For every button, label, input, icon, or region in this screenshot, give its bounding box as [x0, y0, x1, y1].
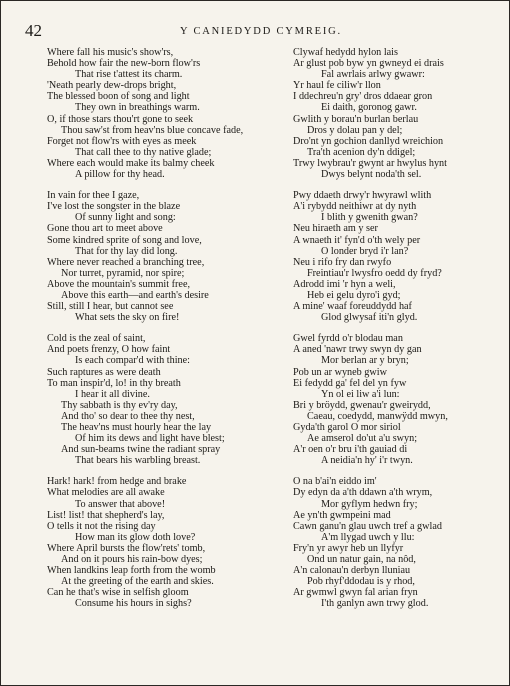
verse-line: I hear it all divine.: [75, 388, 150, 400]
verse-line: A pillow for thy head.: [75, 169, 165, 181]
verse-line: A mine' waaf foreuddydd haf: [293, 301, 412, 313]
verse-line: Behold how fair the new-born flow'rs: [47, 58, 201, 70]
verse-line: Yn ol ei liw a'i lun:: [321, 388, 400, 400]
verse-line: Mor berlan ar y bryn;: [321, 355, 409, 367]
verse-line: Can he that's wise in selfish gloom: [47, 587, 189, 599]
verse-line: And poets frenzy, O how faint: [47, 344, 171, 356]
verse-line: A wnaeth it' fyn'd o'th wely per: [293, 234, 421, 246]
verse-line: Dros y dolau pan y del;: [307, 124, 403, 136]
stanza: [293, 333, 499, 466]
verse-line: Dy edyn da a'th ddawn a'th wrym,: [293, 487, 433, 499]
verse-line: Pob rhyf'ddodau is y rhod,: [307, 576, 415, 588]
verse-line: Freintiau'r lwysfro oedd dy fryd?: [307, 267, 442, 279]
running-title: Y CANIEDYDD CYMREIG.: [180, 26, 342, 37]
verse-line: Still, still I hear, but cannot see: [47, 301, 174, 313]
verse-line: At the greeting of the earth and skies.: [61, 576, 214, 588]
stanza: [47, 333, 265, 466]
stanza: [293, 190, 499, 323]
verse-line: Is each compar'd with thine:: [75, 355, 190, 367]
verse-line: Of him its dews and light have blest;: [75, 433, 225, 445]
verse-line: Pwy ddaeth drwy'r hwyrawl wlith: [293, 190, 432, 202]
verse-line: Heb ei gelu dyro'i gyd;: [307, 289, 401, 301]
verse-line: Caeau, coedydd, manwÿdd mwyn,: [307, 410, 448, 422]
verse-line: Pob un ar wyneb gwiw: [293, 366, 387, 378]
page-number: 42: [25, 21, 42, 40]
verse-line: Fry'n yr awyr heb un llyfyr: [293, 542, 404, 554]
verse-line: And on it pours his rain-bow dyes;: [61, 554, 203, 566]
english-poem-column: [47, 47, 265, 620]
verse-line: Adrodd imi 'r hyn a weli,: [293, 278, 396, 290]
verse-line: Hark! hark! from hedge and brake: [47, 476, 187, 488]
verse-line: I ddechreu'n gry' dros ddaear gron: [293, 91, 433, 103]
verse-line: What melodies are all awake: [47, 487, 165, 499]
welsh-poem-column: [293, 47, 499, 620]
verse-line: Above the mountain's summit free,: [47, 278, 191, 290]
verse-line: List! list! that shepherd's lay,: [47, 509, 165, 521]
verse-line: Tra'th acenion dy'n ddigel;: [307, 146, 416, 158]
stanza: [47, 47, 265, 180]
verse-line: Thy sabbath is thy ev'ry day,: [61, 399, 178, 411]
verse-line: Bri y bröydd, gwenau'r gweirydd,: [293, 399, 431, 411]
verse-line: Ond un natur gain, na nôd,: [307, 554, 416, 566]
verse-line: That rise t'attest its charm.: [75, 69, 183, 81]
verse-line: Where April bursts the flow'rets' tomb,: [47, 542, 206, 554]
verse-line: Ar gwmwl gwyn fal arian fryn: [293, 587, 418, 599]
verse-line: Gwel fyrdd o'r blodau man: [293, 333, 403, 345]
verse-line: In vain for thee I gaze,: [47, 190, 140, 202]
verse-line: I'th ganlyn awn trwy glod.: [321, 598, 429, 610]
verse-line: And tho' so dear to thee thy nest,: [61, 410, 195, 422]
verse-line: Ae yn'th gwmpeini mad: [293, 509, 391, 521]
verse-line: Gwlith y borau'n burlan berlau: [293, 113, 419, 125]
verse-line: Trwy lwybrau'r gwynt ar hwylus hynt: [293, 157, 447, 169]
verse-line: Ar glust pob byw yn gwneyd ei drais: [293, 58, 444, 70]
verse-line: Above this earth—and earth's desire: [61, 289, 209, 301]
verse-line: Fal awrlais arlwy gwawr:: [321, 69, 425, 81]
verse-line: Consume his hours in sighs?: [75, 598, 192, 610]
verse-line: They own in breathings warm.: [75, 102, 200, 114]
verse-line: O, if those stars thou'rt gone to seek: [47, 113, 194, 125]
verse-line: O londer bryd i'r lan?: [321, 245, 409, 257]
verse-line: Dro'nt yn gochion danllyd wreichion: [293, 135, 444, 147]
verse-line: Such raptures as were death: [47, 366, 161, 378]
verse-line: When landkins leap forth from the womb: [47, 565, 216, 577]
verse-line: Glod glwysaf iti'n glyd.: [321, 312, 418, 324]
verse-line: A'i rybydd neithiwr at dy nyth: [293, 201, 417, 213]
verse-line: I blith y gwenith gwan?: [321, 212, 418, 224]
verse-line: A'm llygad uwch y llu:: [321, 531, 415, 543]
verse-line: Some kindred sprite of song and love,: [47, 234, 202, 246]
verse-line: Gyda'th garol O mor siriol: [293, 422, 401, 433]
verse-line: That call thee to thy native glade;: [75, 146, 212, 158]
verse-line: O tells it not the rising day: [47, 520, 156, 532]
verse-line: The blessed boon of song and light: [47, 91, 190, 103]
verse-line: Yr haul fe ciliw'r llon: [293, 80, 381, 92]
verse-line: Nor turret, pyramid, nor spire;: [61, 267, 185, 279]
verse-line: Thou saw'st from heav'ns blue concave fade,: [61, 124, 244, 136]
verse-line: Ae amserol do'ut a'u swyn;: [307, 433, 418, 445]
verse-line: Of sunny light and song:: [75, 212, 176, 224]
verse-line: And sun-beams twine the radiant spray: [61, 444, 221, 456]
verse-line: Cawn ganu'n glau uwch tref a gwlad: [293, 520, 442, 532]
verse-line: A neidia'n hy' i'r twyn.: [321, 455, 413, 467]
verse-line: Clywaf hedydd hylon lais: [293, 47, 398, 58]
verse-line: I've lost the songster in the blaze: [47, 201, 181, 213]
stanza: [293, 47, 499, 180]
stanza: [293, 476, 499, 609]
verse-line: Ei daith, goronog gawr.: [321, 102, 417, 114]
verse-line: Neu hiraeth am y ser: [293, 223, 378, 235]
verse-line: A'r oen o'r bru i'th gauiad di: [293, 444, 408, 456]
verse-line: A'n calonau'n derbyn lluniau: [293, 565, 411, 577]
verse-line: Ei fedydd ga' fel del yn fyw: [293, 377, 407, 389]
verse-line: To answer that above!: [75, 498, 166, 510]
verse-line: To man inspir'd, lo! in thy breath: [47, 377, 181, 389]
verse-line: 'Neath pearly dew-drops bright,: [47, 80, 177, 92]
verse-line: Mor gyflym hedwn fry;: [321, 498, 418, 510]
stanza: [47, 476, 265, 609]
verse-line: That bears his warbling breast.: [75, 455, 201, 467]
verse-line: A aned 'nawr trwy swyn dy gan: [293, 344, 422, 356]
verse-line: Gone thou art to meet above: [47, 223, 163, 235]
verse-line: Where never reached a branching tree,: [47, 256, 205, 268]
verse-line: How man its glow doth love?: [75, 531, 196, 543]
verse-line: Where fall his music's show'rs,: [47, 47, 174, 58]
verse-line: Neu i rifo fry dan rwyfo: [293, 256, 392, 268]
verse-line: What sets the sky on fire!: [75, 312, 180, 324]
stanza: [47, 190, 265, 323]
verse-line: O na b'ai'n eiddo im': [293, 476, 377, 488]
verse-line: The heav'ns must hourly hear the lay: [61, 422, 212, 433]
verse-line: Dwys belynt noda'th sel.: [321, 169, 422, 181]
page-header: [25, 21, 497, 41]
verse-line: That for thy lay did long.: [75, 245, 178, 257]
verse-line: Where each would make its balmy cheek: [47, 157, 215, 169]
verse-line: Forget not flow'rs with eyes as meek: [47, 135, 197, 147]
verse-line: Cold is the zeal of saint,: [47, 333, 146, 345]
